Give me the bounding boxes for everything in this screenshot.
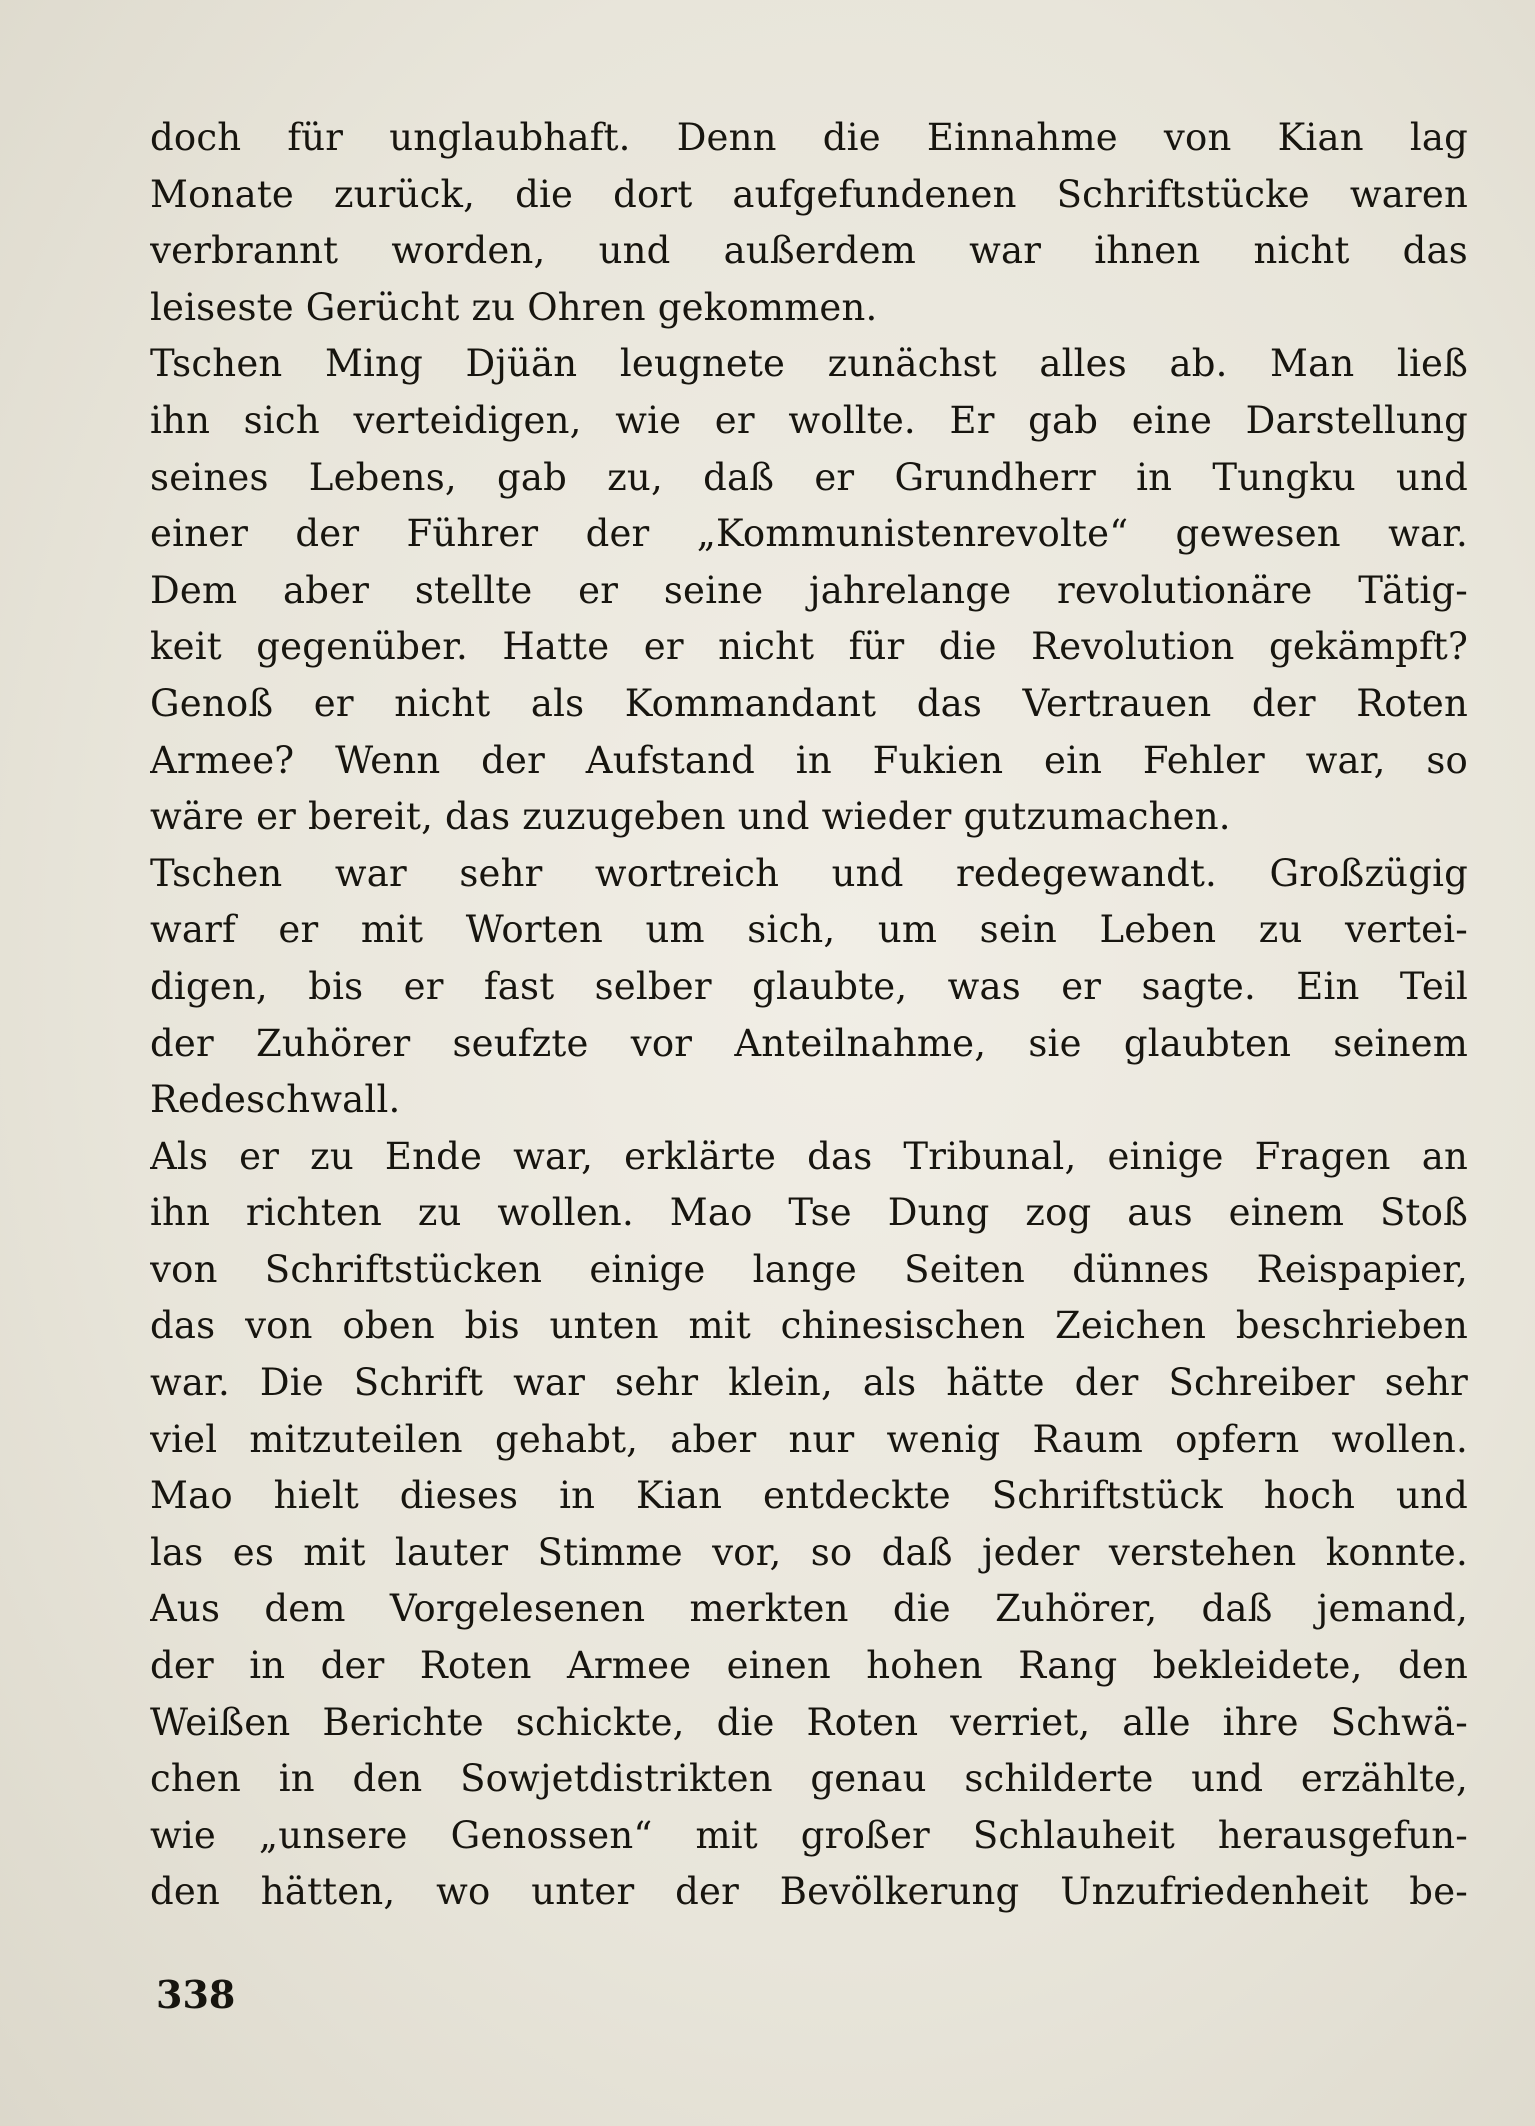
text-line: ihn sich verteidigen, wie er wollte. Er gab eine Darstellung: [150, 398, 1468, 442]
text-line: Monate zurück, die dort aufgefundenen Schriftstücke waren: [150, 172, 1468, 216]
text-line: Aus dem Vorgelesenen merkten die Zuhörer, daß jemand,: [150, 1587, 1468, 1631]
text-line: Dem aber stellte er seine jahrelange revolutionäre Tätig-: [150, 568, 1468, 612]
text-line: doch für unglaubhaft. Denn die Einnahme von Kian lag: [150, 116, 1468, 159]
text-line: das von oben bis unten mit chinesischen Zeichen beschrieben: [150, 1304, 1468, 1348]
page-number: 338: [156, 1972, 236, 2017]
text-line: Als er zu Ende war, erklärte das Tribunal, einige Fragen an: [150, 1134, 1468, 1178]
text-line: Tschen Ming Djüän leugnete zunächst alles ab. Man ließ: [150, 342, 1468, 386]
text-line: einer der Führer der „Kommunistenrevolte“ gewesen war.: [150, 512, 1468, 556]
text-line: von Schriftstücken einige lange Seiten dünnes Reispapier,: [150, 1247, 1468, 1291]
text-line: seines Lebens, gab zu, daß er Grundherr in Tungku und: [150, 455, 1468, 499]
text-line: keit gegenüber. Hatte er nicht für die Revolution gekämpft?: [150, 625, 1468, 669]
text-line: Weißen Berichte schickte, die Roten verriet, alle ihre Schwä-: [150, 1700, 1468, 1744]
text-line: war. Die Schrift war sehr klein, als hätte der Schreiber sehr: [150, 1361, 1468, 1405]
text-line: viel mitzuteilen gehabt, aber nur wenig Raum opfern wollen.: [150, 1417, 1468, 1461]
text-line: chen in den Sowjetdistrikten genau schilderte und erzählte,: [150, 1757, 1468, 1801]
text-line: leiseste Gerücht zu Ohren gekommen.: [150, 285, 878, 329]
text-line: Genoß er nicht als Kommandant das Vertrauen der Roten: [150, 681, 1468, 725]
text-line: las es mit lauter Stimme vor, so daß jeder verstehen konnte.: [150, 1530, 1468, 1574]
text-line: der in der Roten Armee einen hohen Rang bekleidete, den: [150, 1644, 1468, 1688]
body-text: [150, 110, 1468, 1921]
text-line: wie „unsere Genossen“ mit großer Schlauheit herausgefun-: [150, 1813, 1468, 1857]
text-line: Armee? Wenn der Aufstand in Fukien ein Fehler war, so: [150, 738, 1468, 782]
text-line: den hätten, wo unter der Bevölkerung Unzufriedenheit be-: [150, 1870, 1468, 1914]
text-line: warf er mit Worten um sich, um sein Leben zu vertei-: [150, 908, 1468, 952]
text-line: digen, bis er fast selber glaubte, was er sagte. Ein Teil: [150, 964, 1468, 1008]
text-line: Tschen war sehr wortreich und redegewandt. Großzügig: [150, 851, 1468, 895]
text-line: ihn richten zu wollen. Mao Tse Dung zog aus einem Stoß: [150, 1191, 1468, 1235]
text-line: verbrannt worden, und außerdem war ihnen nicht das: [150, 229, 1468, 273]
text-line: der Zuhörer seufzte vor Anteilnahme, sie glaubten seinem: [150, 1021, 1468, 1065]
text-line: Mao hielt dieses in Kian entdeckte Schriftstück hoch und: [150, 1474, 1468, 1518]
text-line: wäre er bereit, das zuzugeben und wieder gutzumachen.: [150, 795, 1231, 839]
text-line: Redeschwall.: [150, 1078, 401, 1122]
